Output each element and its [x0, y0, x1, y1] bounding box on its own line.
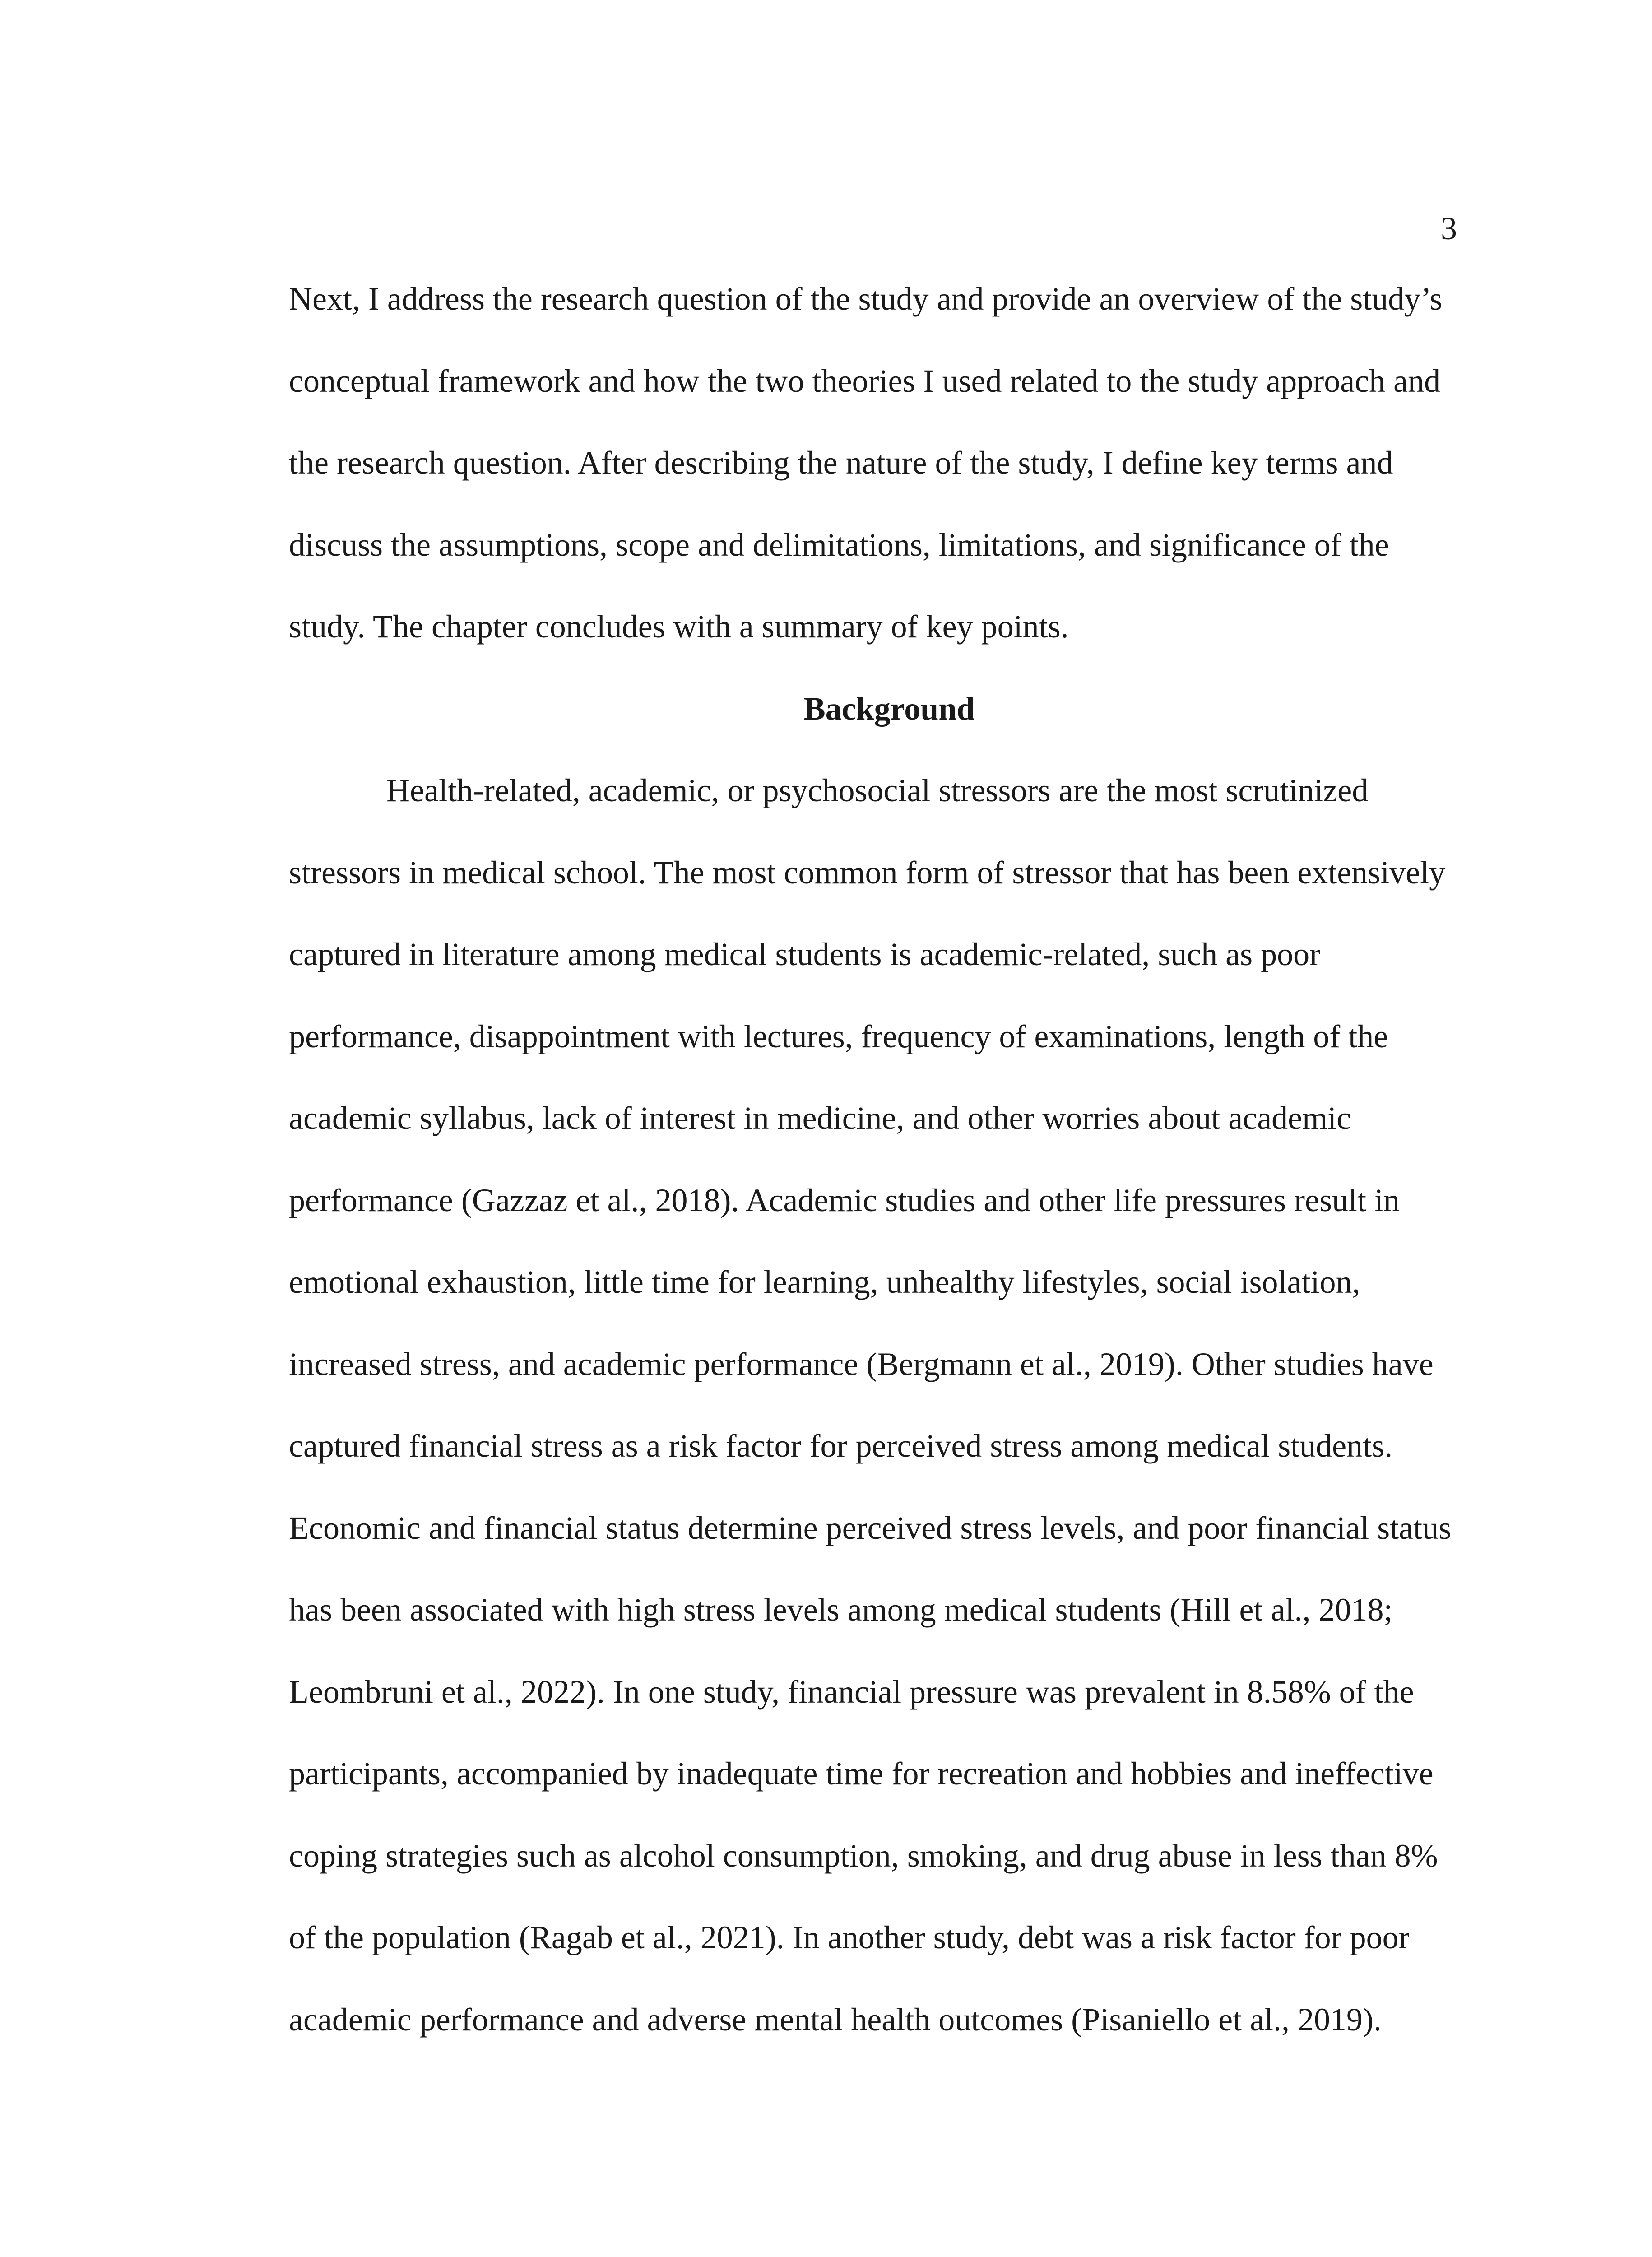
background-line: of the population (Ragab et al., 2021). In another study, debt was a risk factor for poor [289, 1919, 1410, 1955]
background-line: performance (Gazzaz et al., 2018). Academic studies and other life pressures result in [289, 1182, 1400, 1218]
intro-line: the research question. After describing the nature of the study, I define key terms and [289, 445, 1393, 481]
page-number: 3 [1441, 210, 1457, 246]
intro-line: discuss the assumptions, scope and delimitations, limitations, and significance of the [289, 526, 1389, 563]
background-line: academic syllabus, lack of interest in medicine, and other worries about academic [289, 1100, 1351, 1136]
background-line: academic performance and adverse mental health outcomes (Pisaniello et al., 2019). [289, 2001, 1382, 2038]
background-line: Health-related, academic, or psychosocial stressors are the most scrutinized [386, 772, 1369, 808]
background-line: stressors in medical school. The most common form of stressor that has been extensively [289, 854, 1446, 891]
background-line: coping strategies such as alcohol consumption, smoking, and drug abuse in less than 8% [289, 1837, 1438, 1874]
background-line: participants, accompanied by inadequate time for recreation and hobbies and ineffective [289, 1755, 1434, 1792]
intro-line: study. The chapter concludes with a summary of key points. [289, 608, 1069, 645]
background-line: emotional exhaustion, little time for learning, unhealthy lifestyles, social isolation, [289, 1264, 1360, 1300]
section-heading: Background [803, 690, 975, 727]
background-line: captured in literature among medical students is academic-related, such as poor [289, 936, 1321, 972]
background-line: captured financial stress as a risk factor for perceived stress among medical students. [289, 1428, 1393, 1464]
background-line: increased stress, and academic performance (Bergmann et al., 2019). Other studies have [289, 1346, 1434, 1382]
body-text [289, 272, 1490, 2074]
background-line: Economic and financial status determine perceived stress levels, and poor financial status [289, 1509, 1452, 1546]
intro-line: conceptual framework and how the two theories I used related to the study approach and [289, 362, 1441, 399]
intro-line: Next, I address the research question of the study and provide an overview of the study’s [289, 281, 1443, 317]
background-line: performance, disappointment with lectures, frequency of examinations, length of the [289, 1018, 1388, 1054]
background-line: has been associated with high stress levels among medical students (Hill et al., 2018; [289, 1592, 1393, 1628]
background-line: Leombruni et al., 2022). In one study, financial pressure was prevalent in 8.58% of the [289, 1673, 1414, 1710]
